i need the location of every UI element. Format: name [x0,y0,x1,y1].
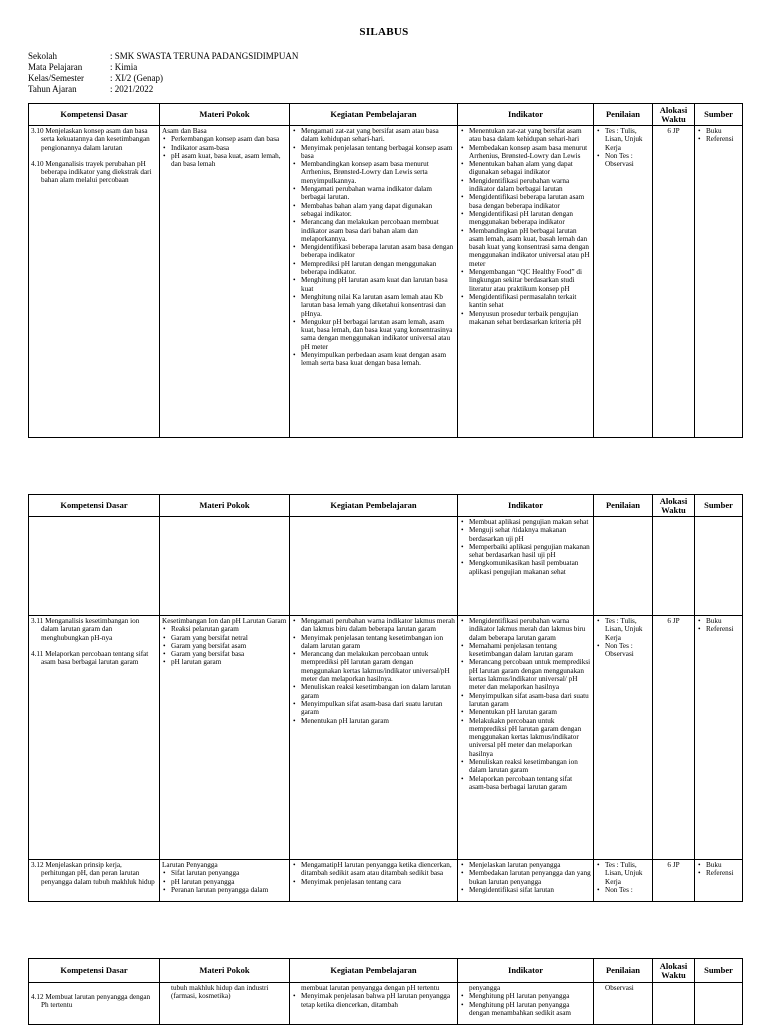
penilaian-cell [594,616,653,860]
list-item: • Memprediksi pH larutan dengan menggunakan beberapa indikator. [301,260,455,277]
sumber-cell [695,517,743,616]
meta-row-subject [28,62,298,73]
list-item: • Buku [706,861,740,869]
kegiatan-cell [290,860,458,902]
materi-title: Kesetimbangan Ion dan pH Larutan Garam [162,617,287,625]
list-item: • Menyimak penjelasan tentang berbagai konsep asam basa [301,144,455,161]
indikator-cell [458,616,594,860]
header-materi-pokok: Materi Pokok [160,495,290,517]
list-item: • Menguji sehat /tidaknya makanan berdasarkan uji pH [469,526,591,543]
list-item: • Buku [706,617,740,625]
table-row [29,983,743,1025]
table-row [29,616,743,860]
alokasi-cell [653,983,695,1025]
penilaian-cell [594,517,653,616]
header-sumber: Sumber [695,495,743,517]
list-item: • Mengidentifikasi permasalahn terkait kantin sehat [469,293,591,310]
list-item: • Garam yang bersifat netral [171,634,287,642]
list-item: • Sifat larutan penyangga [171,869,287,877]
list-item: • Tes : Tulis, Lisan, Unjuk Kerja [605,617,650,642]
list-item: • Menyusun prosedur terbaik pengujian makanan sehat berdasarkan kriteria pH [469,310,591,327]
list-item: • Mengidentifikasi beberapa larutan asam basa dengan beberapa indikator [469,193,591,210]
sumber-cell [695,860,743,902]
list-item: • Non Tes : Observasi [605,642,650,659]
alokasi-cell: 6 JP [653,616,695,860]
list-item: • Referensi [706,135,740,143]
kompetensi-dasar-cell [29,860,160,902]
header-indikator: Indikator [458,495,594,517]
sumber-cell [695,983,743,1025]
list-item: • Menghitung nilai Ka larutan asam lemah atau Kb larutan basa lemah yang diketahui konsentrasi dan pHnya. [301,293,455,318]
table-row [29,860,743,902]
indikator-cell [458,983,594,1025]
list-item: • Mengamati zat-zat yang bersifat asam atau basa dalam kehidupan sehari-hari. [301,127,455,144]
meta-label: Tahun Ajaran [28,84,77,94]
list-item: • Menyimak penjelasan tentang kesetimbangan ion dalam larutan garam [301,634,455,651]
list-item: • Mengidentifikasi pH larutan dengan menggunakan beberapa indikator [469,210,591,227]
list-item: • Tes : Tulis, Lisan, Unjuk Kerja [605,127,650,152]
list-item: • Membahas bahan alam yang dapat digunakan sebagai indikator. [301,202,455,219]
list-item: • Menghitung pH larutan asam kuat dan larutan basa kuat [301,276,455,293]
list-item: • Referensi [706,869,740,877]
list-item: • Mengamati perubahan warna indikator lakmus merah dan lakmus biru dalam beberapa larutan garam [301,617,455,634]
meta-label: Sekolah [28,51,57,61]
header-penilaian: Penilaian [594,495,653,517]
indikator-cell [458,126,594,438]
table-header-row [29,495,743,517]
list-item: • Menyimpulkan perbedaan asam kuat dengan asam lemah serta basa kuat dengan basa lemah. [301,351,455,368]
list-item: • pH larutan penyangga [171,878,287,886]
materi-title: Asam dan Basa [162,127,207,135]
list-item: • Tes : Tulis, Lisan, Unjuk Kerja [605,861,650,886]
kd-item: 4.11 Melaporkan percobaan tentang sifat asam basa berbagai larutan garam [31,649,149,667]
kegiatan-cell [290,983,458,1025]
list-item: • Menjelaskan larutan penyangga [469,861,591,869]
materi-cell [160,517,290,616]
header-kegiatan: Kegiatan Pembelajaran [290,104,458,126]
header-materi-pokok: Materi Pokok [160,104,290,126]
list-item: • Non Tes : [605,886,650,894]
list-item: • Buku [706,127,740,135]
kompetensi-dasar-cell [29,126,160,438]
materi-continuation: tubuh makhluk hidup dan industri (farmasi, kosmetika) [171,984,269,1001]
header-kompetensi-dasar: Kompetensi Dasar [29,104,160,126]
list-item: • Non Tes : Observasi [605,152,650,169]
list-item: • Mengidentifikasi perubahan warna indikator lakmus merah dan lakmus biru dalam beberapa larutan garam [469,617,591,642]
header-sumber: Sumber [695,104,743,126]
list-item: • pH asam kuat, basa kuat, asam lemah, dan basa lemah [171,152,287,169]
list-item: • pH larutan garam [171,658,287,666]
meta-value: : XI/2 (Genap) [110,73,163,83]
list-item: • Mengidentifikasi sifat larutan [469,886,591,894]
list-item: • Menghitung pH larutan penyangga [469,992,591,1000]
list-item: • Melakukakn percobaan untuk memprediksi pH larutan garam dengan menggunakan kertas lakmus/indikator universal pH meter dan melaporkan hasilnya [469,717,591,758]
kd-item: 4.12 Membuat larutan penyangga dengan Ph tertentu [31,993,151,1010]
document-title: SILABUS [359,26,409,38]
table-row [29,126,743,438]
list-item: • Menuliskan reaksi kesetimbangan ion dalam larutan garam [301,683,455,700]
header-kegiatan: Kegiatan Pembelajaran [290,495,458,517]
indikator-cell [458,860,594,902]
list-item: • Menyimak penjelasan tentang cara [301,878,455,886]
penilaian-cell [594,126,653,438]
list-item: • Mengidentifikasi beberapa larutan asam basa dengan beberapa indikator [301,243,455,260]
list-item: • Membandingkan pH berbagai larutan asam lemah, asam kuat, basah lemah dan basah kuat yang konsentrasi sama dengan menggunakan indikator universal atau pH meter [469,227,591,268]
syllabus-table-page-3 [28,958,743,1025]
list-item: • Menuliskan reaksi kesetimbangan ion dalam larutan garam [469,758,591,775]
penilaian-continuation: Observasi [605,984,634,992]
indikator-cell [458,517,594,616]
list-item: • Merancang dan melakukan percobaan membuat indikator asam basa dari bahan alam dan melaporkannya. [301,218,455,243]
syllabus-table-page-1 [28,103,743,438]
list-item: • Mengidentifikasi perubahan warna indikator dalam berbagai larutan [469,177,591,194]
list-item: • Menentukan bahan alam yang dapat digunakan sebagai indikator [469,160,591,177]
header-materi-pokok: Materi Pokok [160,959,290,983]
list-item: • Garam yang bersifat asam [171,642,287,650]
list-item: • Memperbaiki aplikasi pengujian makanan sehat berdasarkan hasil uji pH [469,543,591,560]
list-item: • Merancang dan melakukan percobaan untuk memprediksi pH larutan garam dengan menggunakan kertas lakmus/indikator universal/pH meter dan melaporkan hasilnya. [301,650,455,683]
materi-cell [160,983,290,1025]
meta-value: : SMK SWASTA TERUNA PADANGSIDIMPUAN [110,51,299,61]
kegiatan-cell [290,517,458,616]
list-item: • Mengembangan “QC Healthy Food” di lingkungan sekitar berdasarkan studi literatur atau praktikum konsep pH [469,268,591,293]
meta-row-class [28,73,298,84]
materi-cell [160,126,290,438]
table-header-row [29,104,743,126]
alokasi-cell: 6 JP [653,126,695,438]
kompetensi-dasar-cell [29,983,160,1025]
materi-cell [160,860,290,902]
list-item: • Melaporkan percobaan tentang sifat asam-basa berbagai larutan garam [469,775,591,792]
header-sumber: Sumber [695,959,743,983]
meta-value: : Kimia [110,62,138,72]
sumber-cell [695,126,743,438]
header-indikator: Indikator [458,959,594,983]
list-item: • Memahami penjelasan tentang kesetimbangan dalam larutan garam [469,642,591,659]
meta-value: : 2021/2022 [110,84,154,94]
alokasi-cell [653,517,695,616]
kompetensi-dasar-cell [29,517,160,616]
materi-cell [160,616,290,860]
header-indikator: Indikator [458,104,594,126]
list-item: • Garam yang bersifat basa [171,650,287,658]
metadata-block [28,51,298,95]
kegiatan-continuation: membuat larutan penyangga dengan pH tertentu [301,984,440,992]
kd-item: 3.11 Menganalisis kesetimbangan ion dalam larutan garam dan menghubungkan pH-nya [31,617,140,642]
header-kegiatan: Kegiatan Pembelajaran [290,959,458,983]
list-item: • Mengkomunikasikan hasil pembuatan aplikasi pengujian makanan sehat [469,559,591,576]
indikator-continuation: penyangga [469,984,501,992]
kd-item: 3.10 Menjelaskan konsep asam dan basa serta kekuatannya dan kesetimbangan pengionannya dalam larutan [31,127,150,152]
header-alokasi-waktu: Alokasi Waktu [653,495,695,517]
meta-label: Kelas/Semester [28,73,84,83]
table-header-row [29,959,743,983]
list-item: • Mengukur pH berbagai larutan asam lemah, asam kuat, basa lemah, dan basa kuat yang konsentrasinya sama dengan menggunakan indikator universal atau pH meter [301,318,455,351]
header-penilaian: Penilaian [594,959,653,983]
kegiatan-cell [290,126,458,438]
list-item: • Membedakan konsep asam basa menurut Arrhenius, Brønsted-Lowry dan Lewis [469,144,591,161]
header-kompetensi-dasar: Kompetensi Dasar [29,495,160,517]
table-row [29,517,743,616]
list-item: • Mengamati perubahan warna indikator dalam berbagai larutan. [301,185,455,202]
list-item: • MengamatipH larutan penyangga ketika diencerkan, ditambah sedikit asam atau ditambah sedikit basa [301,861,455,878]
list-item: • Menyimpulkan sifat asam-basa dari suatu larutan garam [301,700,455,717]
meta-label: Mata Pelajaran [28,62,83,72]
list-item: • Membuat aplikasi pengujian makan sehat [469,518,591,526]
header-alokasi-waktu: Alokasi Waktu [653,959,695,983]
list-item: • Menyimak penjelasan bahwa pH larutan penyangga tetap ketika diencerkan, ditambah [301,992,455,1009]
list-item: • Menentukan zat-zat yang bersifat asam atau basa dalam kehidupan sehari-hari [469,127,591,144]
header-penilaian: Penilaian [594,104,653,126]
list-item: • Perkembangan konsep asam dan basa [171,135,287,143]
list-item: • Membandingkan konsep asam basa menurut Arrhenius, Brønsted-Lowry dan Lewis serta menyimpulkannya. [301,160,455,185]
list-item: • Menentukan pH larutan garam [301,717,455,725]
kd-item: 4.10 Menganalisis trayek perubahan pH beberapa indikator yang diekstrak dari bahan alam melalui percobaan [31,159,152,185]
list-item: • Membedakan larutan penyangga dan yang bukan larutan penyangga [469,869,591,886]
list-item: • Peranan larutan penyangga dalam [171,886,287,894]
list-item: • Reaksi pelarutan garam [171,625,287,633]
kd-item: 3.12 Menjelaskan prinsip kerja, perhitungan pH, dan peran larutan penyangga dalam tubuh makhluk hidup [31,861,155,886]
kompetensi-dasar-cell [29,616,160,860]
header-alokasi-waktu: Alokasi Waktu [653,104,695,126]
list-item: • Merancang percobaan untuk memprediksi pH larutan garam dengan menggunakan kertas lakmus/indikator universal/ pH meter dan melaporkan hasilnya [469,658,591,691]
list-item: • Menghitung pH larutan penyangga dengan menambahkan sedikit asam [469,1001,591,1018]
list-item: • Menentukan pH larutan garam [469,708,591,716]
list-item: • Indikator asam-basa [171,144,287,152]
syllabus-table-page-2 [28,494,743,902]
penilaian-cell [594,983,653,1025]
penilaian-cell [594,860,653,902]
list-item: • Menyimpulkan sifat asam-basa dari suatu larutan garam [469,692,591,709]
meta-row-school [28,51,298,62]
header-kompetensi-dasar: Kompetensi Dasar [29,959,160,983]
sumber-cell [695,616,743,860]
alokasi-cell: 6 JP [653,860,695,902]
kegiatan-cell [290,616,458,860]
materi-title: Larutan Penyangga [162,861,218,869]
meta-row-year [28,84,298,95]
list-item: • Referensi [706,625,740,633]
